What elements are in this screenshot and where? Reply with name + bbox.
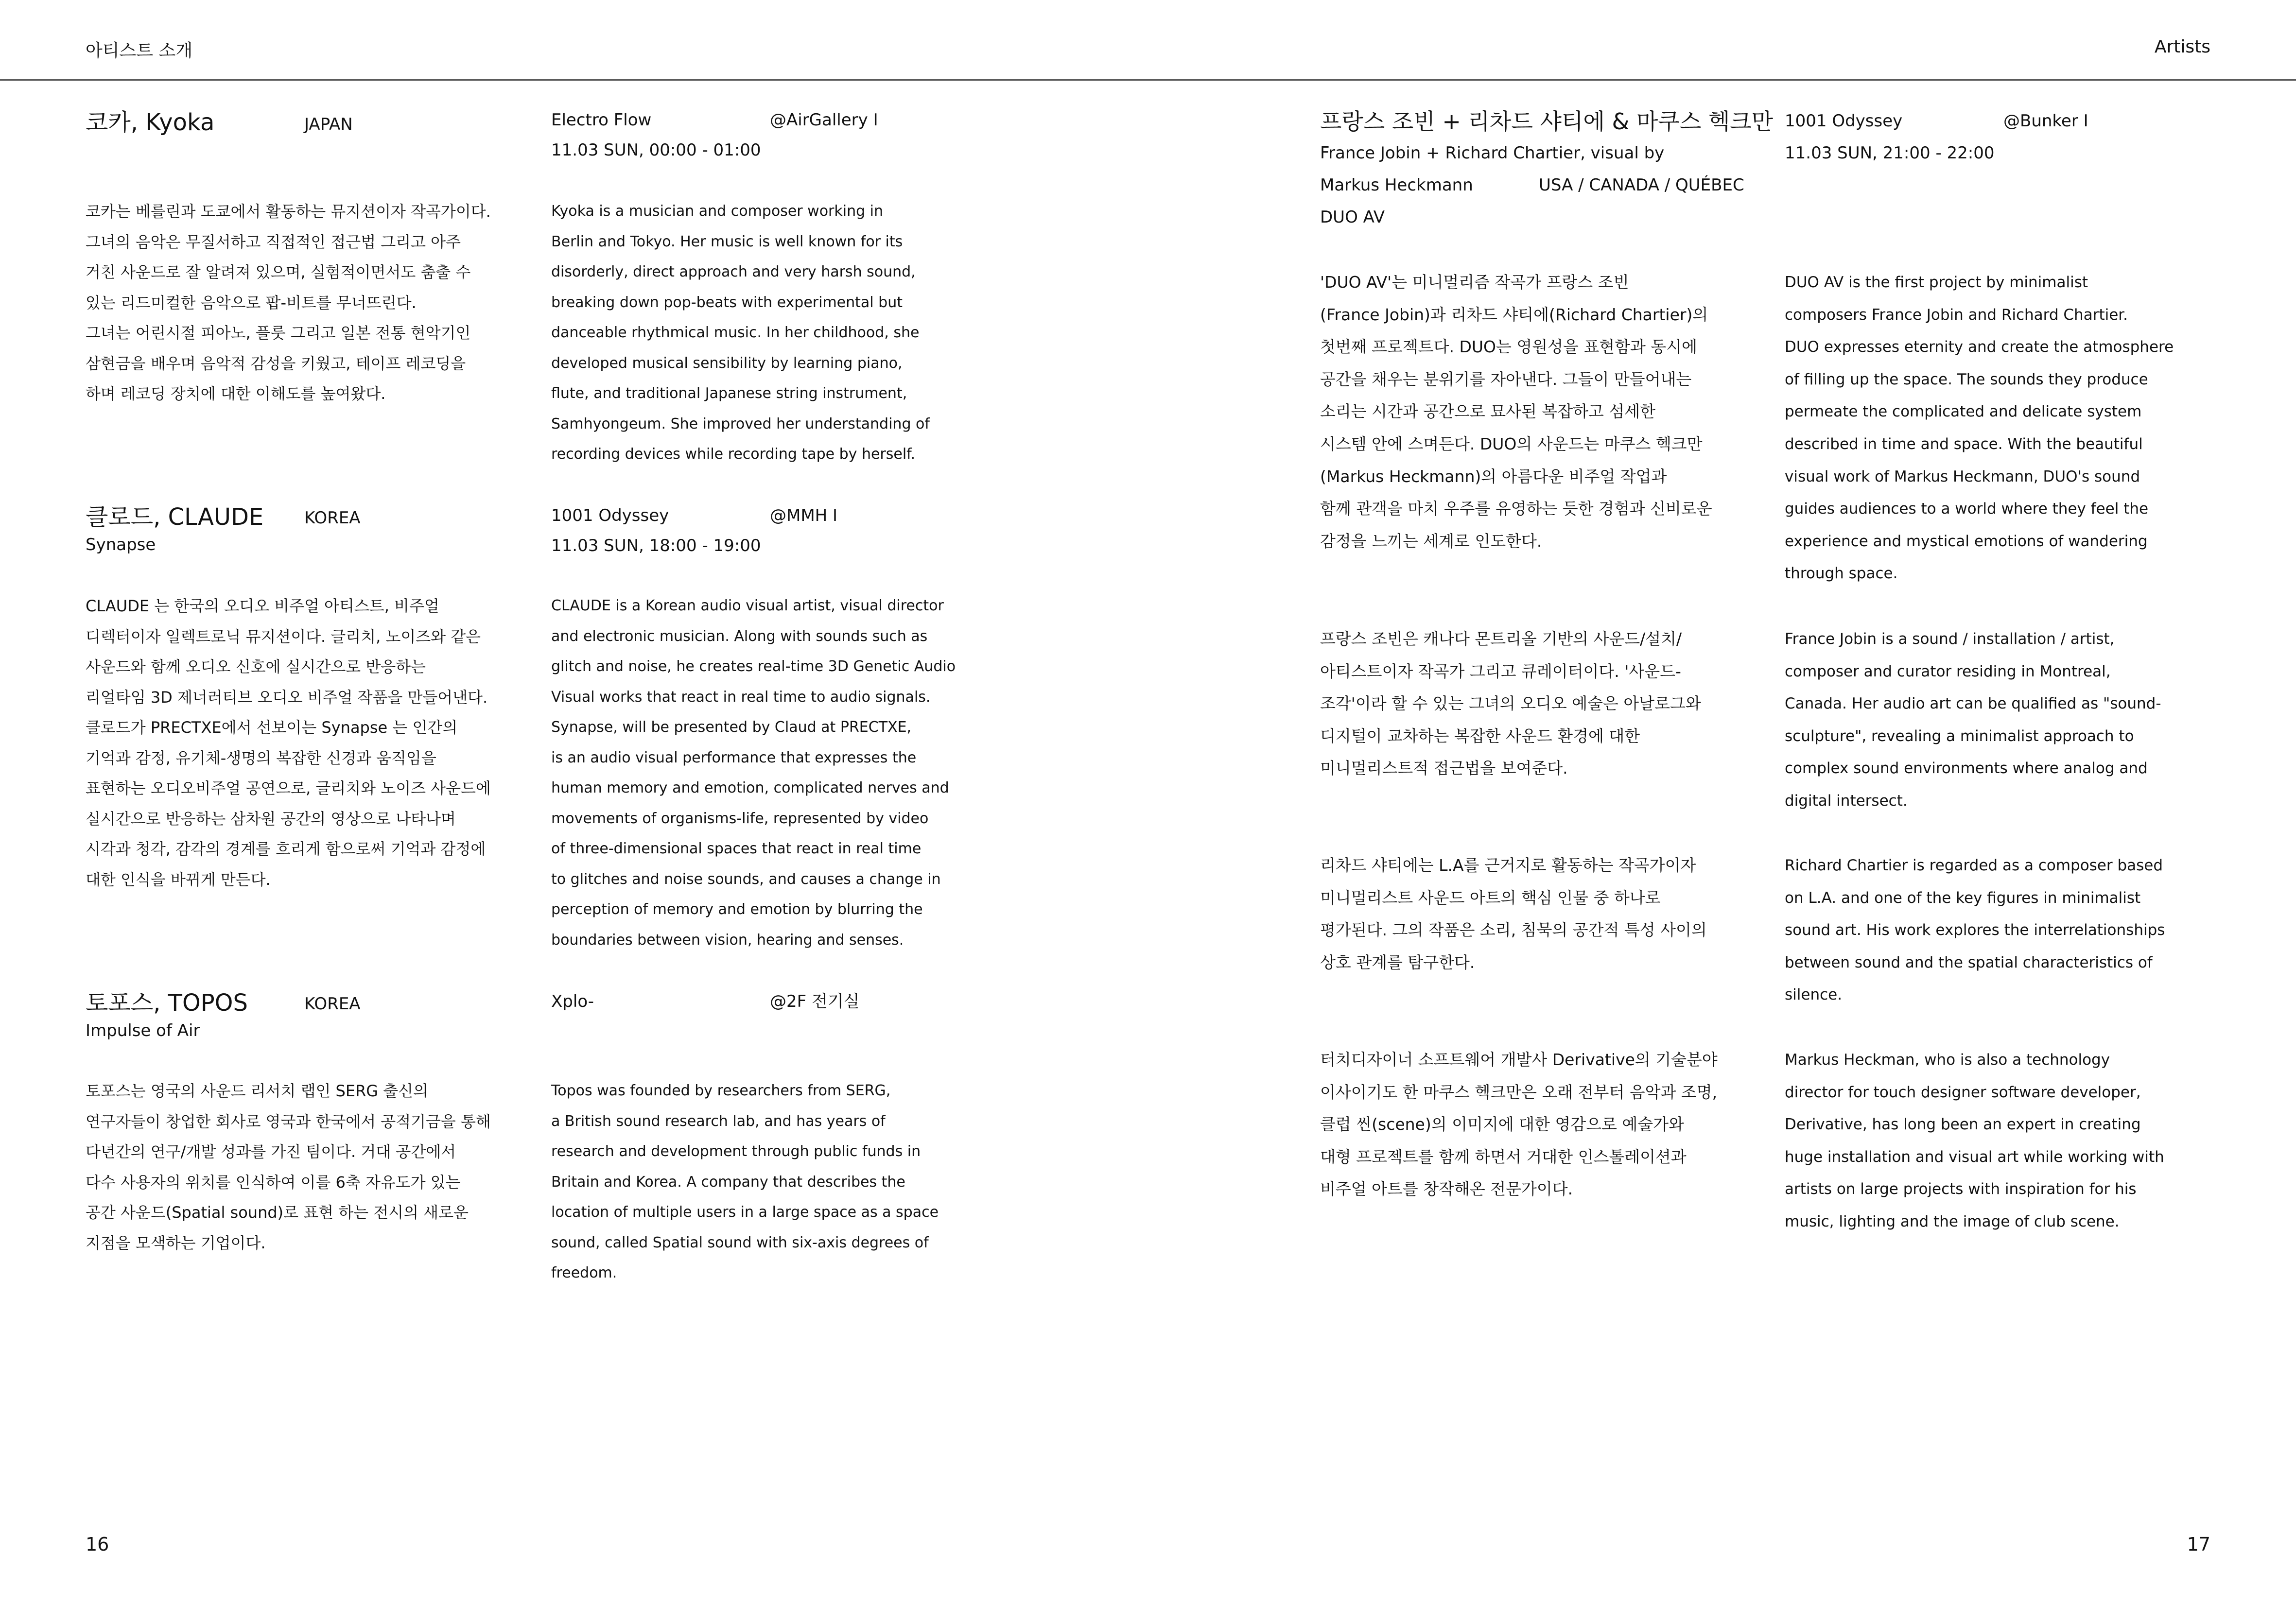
- venue-topos: @2F 전기실: [770, 992, 860, 1011]
- artist-bio-ko-kyoka: 코카는 베를린과 도쿄에서 활동하는 뮤지션이자 작곡가이다. 그녀의 음악은 무질서하고 직접적인 접근법 그리고 아주 거친 사운드로 잘 알려져 있으며, 실험적이면서도 춤출 수 있는 리드미컬한 음악으로 팝-비트를 무너뜨린다. 그녀는 어린시절 피아노, 플룻 그리고 일본 전통 현악기인 삼현금을 배우며 음악적 감성을 키웠고, 테이프 레코딩을 하며 레코딩 장치에 대한 이해도를 높여왔다.: [86, 202, 491, 403]
- performance-title-kyoka: Electro Flow: [551, 110, 652, 130]
- artist-name-kyoka: 코카, Kyoka: [86, 109, 215, 136]
- duo-bio-en-section-2: France Jobin is a sound / installation / artist, composer and curator residing in Montreal, Canada. Her audio art can be qualified as "sound- sculpture", revealing a minimalist approach to complex sound environments where analog and digital intersect.: [1785, 630, 2161, 810]
- performance-title-topos: Xplo-: [551, 992, 594, 1011]
- performance-title-claude: 1001 Odyssey: [551, 506, 669, 525]
- page-header-right-title: Artists: [2154, 37, 2210, 57]
- artist-country-duo-av: USA / CANADA / QUÉBEC: [1539, 175, 1744, 195]
- artist-bio-en-topos: Topos was founded by researchers from SERG, a British sound research lab, and has years of research and development through public funds in Britain and Korea. A company that describes the location of multiple users in a large space as a space sound, called Spatial sound with six-axis degrees of freedom.: [551, 1082, 939, 1281]
- venue-duo-av: @Bunker I: [2003, 111, 2088, 131]
- duo-bio-en-section-4: Markus Heckman, who is also a technology director for touch designer software developer, Derivative, has long been an expert in creating huge installation and visual art while working with artists on large projects with inspiration for his music, lighting and the image of club scene.: [1785, 1051, 2164, 1230]
- artist-name-claude: 클로드, CLAUDE: [86, 503, 264, 531]
- duo-bio-en-section-1: DUO AV is the first project by minimalist composers France Jobin and Richard Chartier. DUO expresses eternity and create the atmosphere of filling up the space. The sounds they produce permeate the complicated and delicate system described in time and space. With the beautiful visual work of Markus Heckmann, DUO's sound guides audiences to a world where they feel the experience and mystical emotions of wandering through space.: [1785, 274, 2174, 583]
- page-number-left: 16: [86, 1534, 109, 1555]
- header-divider: [0, 79, 2296, 81]
- venue-claude: @MMH I: [770, 506, 838, 525]
- duo-bio-ko-section-1: 'DUO AV'는 미니멀리즘 작곡가 프랑스 조빈 (France Jobin)과 리차드 샤티에(Richard Chartier)의 첫번째 프로젝트다. DUO는 영원성을 표현함과 동시에 공간을 채우는 분위기를 자아낸다. 그들이 만들어내는 소리는 시간과 공간으로 묘사된 복잡하고 섬세한 시스템 안에 스며든다. DUO의 사운드는 마쿠스 헥크만 (Markus Heckmann)의 아름다운 비주얼 작업과 함께 관객을 마치 우주를 유영하는 듯한 경험과 신비로운 감정을 느끼는 세계로 인도한다.: [1320, 273, 1712, 551]
- venue-kyoka: @AirGallery I: [770, 110, 878, 130]
- datetime-duo-av: 11.03 SUN, 21:00 - 22:00: [1785, 143, 1995, 163]
- duo-bio-en-section-3: Richard Chartier is regarded as a composer based on L.A. and one of the key figures in minimalist sound art. His work explores the interrelationships between sound and the spatial characteristics of silence.: [1785, 857, 2165, 1004]
- duo-project-name: DUO AV: [1320, 207, 1385, 227]
- artist-name-topos: 토포스, TOPOS: [86, 989, 248, 1017]
- artist-country-topos: KOREA: [304, 994, 361, 1014]
- duo-bio-ko-section-3: 리차드 샤티에는 L.A를 근거지로 활동하는 작곡가이자 미니멀리스트 사운드 아트의 핵심 인물 중 하나로 평가된다. 그의 작품은 소리, 침묵의 공간적 특성 사이의 상호 관계를 탐구한다.: [1320, 856, 1707, 972]
- duo-credit-line-1: France Jobin + Richard Chartier, visual by: [1320, 143, 1665, 163]
- artist-bio-en-claude: CLAUDE is a Korean audio visual artist, visual director and electronic musician. Along with sounds such as glitch and noise, he creates real-time 3D Genetic Audio Visual works that react in real time to audio signals. Synapse, will be presented by Claud at PRECTXE, is an audio visual performance that expresses the human memory and emotion, complicated nerves and movements of organisms-life, represented by video of three-dimensional spaces that react in real time to glitches and noise sounds, and causes a change in perception of memory and emotion by blurring the boundaries between vision, hearing and senses.: [551, 597, 956, 949]
- performance-title-duo-av: 1001 Odyssey: [1785, 111, 1903, 131]
- datetime-claude: 11.03 SUN, 18:00 - 19:00: [551, 536, 761, 555]
- artist-subtitle-claude: Synapse: [86, 535, 156, 554]
- artist-subtitle-topos: Impulse of Air: [86, 1021, 200, 1040]
- duo-credit-line-2: Markus Heckmann: [1320, 175, 1473, 195]
- artist-name-duo-av: 프랑스 조빈 + 리차드 샤티에 & 마쿠스 헥크만: [1320, 108, 1774, 135]
- artist-bio-ko-topos: 토포스는 영국의 사운드 리서치 랩인 SERG 출신의 연구자들이 창업한 회사로 영국과 한국에서 공적기금을 통해 다년간의 연구/개발 성과를 가진 팀이다. 거대 공간에서 다수 사용자의 위치를 인식하여 이를 6축 자유도가 있는 공간 사운드(Spatial sound)로 표현 하는 전시의 새로운 지점을 모색하는 기업이다.: [86, 1082, 491, 1252]
- page-number-right: 17: [2187, 1534, 2210, 1555]
- artist-bio-en-kyoka: Kyoka is a musician and composer working in Berlin and Tokyo. Her music is well known for its disorderly, direct approach and very harsh sound, breaking down pop-beats with experimental but danceable rhythmical music. In her childhood, she developed musical sensibility by learning piano, flute, and traditional Japanese string instrument, Samhyongeum. She improved her understanding of recording devices while recording tape by herself.: [551, 203, 930, 463]
- duo-bio-ko-section-2: 프랑스 조빈은 캐나다 몬트리올 기반의 사운드/설치/ 아티스트이자 작곡가 그리고 큐레이터이다. '사운드- 조각'이라 할 수 있는 그녀의 오디오 예술은 아날로그와 디지털이 교차하는 복잡한 사운드 환경에 대한 미니멀리스트적 접근법을 보여준다.: [1320, 629, 1701, 778]
- page-header-left-title: 아티스트 소개: [86, 41, 193, 61]
- duo-bio-ko-section-4: 터치디자이너 소프트웨어 개발사 Derivative의 기술분야 이사이기도 한 마쿠스 헥크만은 오래 전부터 음악과 조명, 클럽 씬(scene)의 이미지에 대한 영감으로 예술가와 대형 프로젝트를 함께 하면서 거대한 인스톨레이션과 비주얼 아트를 창작해온 전문가이다.: [1320, 1050, 1718, 1199]
- datetime-kyoka: 11.03 SUN, 00:00 - 01:00: [551, 140, 761, 160]
- artist-bio-ko-claude: CLAUDE 는 한국의 오디오 비주얼 아티스트, 비주얼 디렉터이자 일렉트로닉 뮤지션이다. 글리치, 노이즈와 같은 사운드와 함께 오디오 신호에 실시간으로 반응하는 리얼타임 3D 제너러티브 오디오 비주얼 작품을 만들어낸다. 클로드가 PRECTXE에서 선보이는 Synapse 는 인간의 기억과 감정, 유기체-생명의 복잡한 신경과 움직임을 표현하는 오디오비주얼 공연으로, 글리치와 노이즈 사운드에 실시간으로 반응하는 삼차원 공간의 영상으로 나타나며 시각과 청각, 감각의 경계를 흐리게 함으로써 기억과 감정에 대한 인식을 바뀌게 만든다.: [86, 597, 491, 889]
- artist-country-kyoka: JAPAN: [304, 115, 353, 134]
- artist-country-claude: KOREA: [304, 508, 361, 528]
